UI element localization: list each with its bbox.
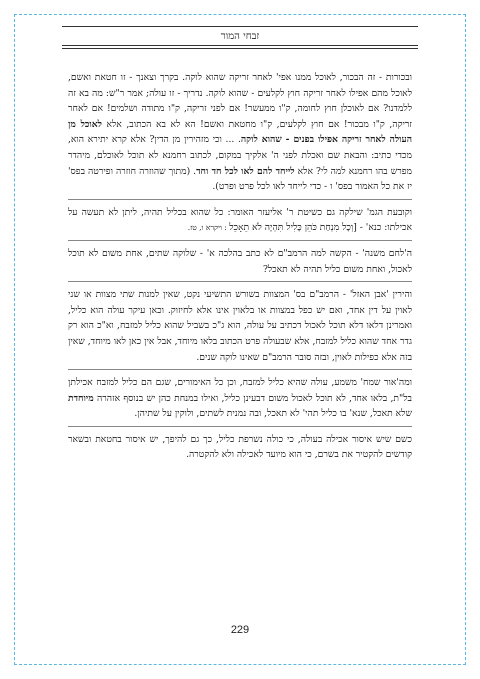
paragraph-separator <box>68 426 412 427</box>
header-title: זבחי המור <box>220 31 260 42</box>
header-rule-bottom-double <box>62 48 418 49</box>
page-number: 229 <box>230 624 250 636</box>
text-span: ובכורות - זה הבכור, לאוכל ממנו אפי' לאחר זריקה שהוא לוקה. בקרך וצאנך - זו חטאת ואשם, לאוכל מהם אפילו לאחר זריקה חוץ לקלעים - שהוא לוקה. נדריך - זו עולה; אמר ר"ש: מה בא זה ללמדנו? אם לאוכלן חוץ לחומה, ק"ו ממעשר! אם לפני זריקה, ק"ו מתודה ושלמים! אם לאחר זריקה, ק"ו מבכור! אם חוץ לקלעים, ק"ו מחטאת ואשם! הא לא בא הכתוב, אלא <box>68 72 412 130</box>
header-rule-top <box>62 26 418 27</box>
body-paragraph <box>68 205 412 236</box>
page-body <box>68 70 412 463</box>
text-span: . ... וכי מזהירין מן הדין? אלא קרא יתירא הוא, מכדי כתיב: והבאת שם ואכלת לפני ה' אלקיך במקום, לכתוב רחמנא לא תוכל לאוכלם, מיהדר מפרש בהו רחמנא למה לי? אלא <box>68 134 412 177</box>
body-paragraph <box>68 287 412 365</box>
paragraph-separator <box>68 281 412 282</box>
text-span: וקובעת הגמ' שילקה גם כשיטת ר' אליעזר האומר: כל שהוא בכליל תהיה, ליתן לא תעשה על אכילתו: כנא' - [וְכָל מִנְחַת כֹּהֵן כָּלִיל תִּהְיֶה לֹא תֵאָכֵל <box>68 206 412 234</box>
text-span: . (מתוך שהוזרה חוזרה ופירטה בפס' יז את כל האמור בפס' ו - כדי לייחד לאו לכל פרט ופרט). <box>68 165 412 193</box>
body-paragraph <box>68 432 412 463</box>
paragraph-separator <box>68 199 412 200</box>
text-span: שלא תאכל, שנא' בו כליל תהי' לא תאכל, ובה נמנית לשתים, ולוקין על שתיהן. <box>134 408 412 420</box>
text-span: ה'לחם משנה' - הקשה למה הרמב"ם לא כתב בהלכה א' - שלוקה שתים, אחת משום לא תוכל לאכול, ואחת משום כליל תהיה לא תאכל? <box>68 247 412 275</box>
paragraph-separator <box>68 369 412 370</box>
text-span: כשם שיש איסור אכילה בעולה, כי כולה נשרפת כליל, כך גם להיפך, יש איסור בחטאת ובשאר קודשים להקטיר את בשרם, כי הוא מיועד לאכילה ולא להקטרה. <box>68 433 412 461</box>
source-citation: : ויקרא ו, טז. <box>187 223 230 233</box>
body-paragraph <box>68 246 412 277</box>
bold-text-span: לאוכל מן העולה לאחר זריקה אפילו בפנים - שהוא לוקה <box>68 118 412 146</box>
text-span: ומה'אור שמח' משמע, עולה שהיא כליל למזבח, וכן כל האימורים, שגם הם כליל למזבח אכילתן בל"ת, בלאו אחד, לא תוכל לאכול משום דבעינן כליל, ואילו במנחת כהן יש בנוסף אזהרה <box>68 377 412 404</box>
bold-text-span: מיוחדת <box>68 392 94 404</box>
body-paragraph <box>68 375 412 422</box>
text-span: והירין 'אבן האזל' - הרמב"ם בס' המצוות בשורש התשיעי נקט, שאין למנות שתי מצוות או שני לאוין על דין אחד, ואם יש כפל במצוות או בלאוין אינו אלא לחיזוק. וכאן עיקר עולה הוא כליל, ואמרינן דלאו דלא תוכל לאכול דכתיב על עולה, הוא ג"כ בשביל שהוא כליל למזבח, וא"כ הוא רק גדר אחד שהוא כליל למזבח, אלא שבעולה פרט הכתוב בלאו מיוחד, אבל אין כאן לאו מיוחד, שאין בזה אלא כפילות לאוין, ובזה סובר הרמב"ם שאינו לוקה שנים. <box>68 289 412 363</box>
paragraph-separator <box>68 240 412 241</box>
body-paragraph <box>68 70 412 195</box>
bold-text-span: לייחד להם לאו לכל חד וחד <box>196 165 295 177</box>
running-header <box>62 26 418 49</box>
header-rule-bottom <box>62 45 418 46</box>
